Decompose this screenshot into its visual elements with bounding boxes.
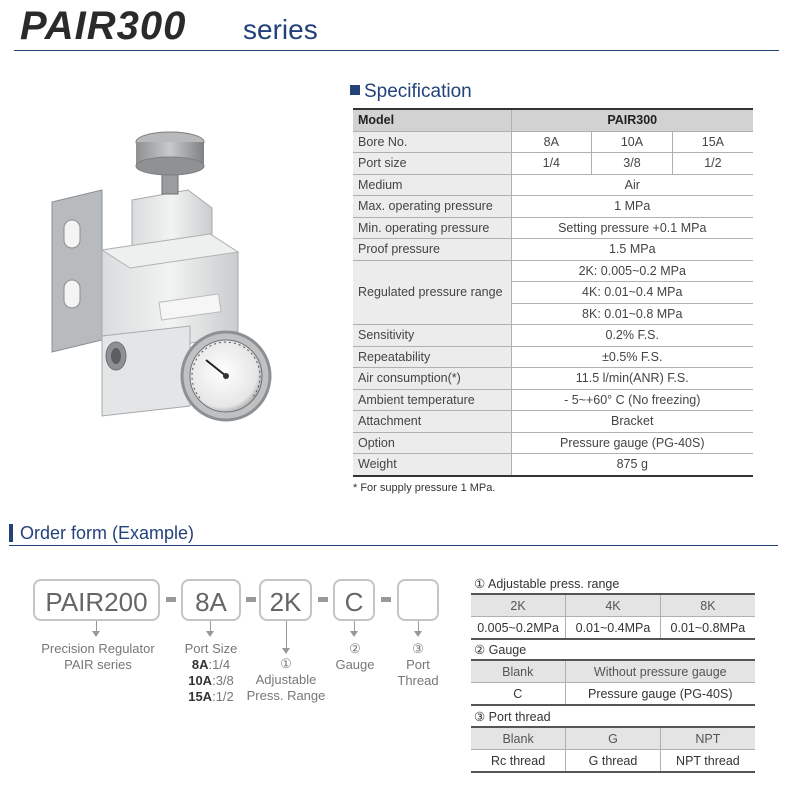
spec-row <box>353 389 753 411</box>
spec-value: 8A <box>511 131 592 153</box>
option-value: Rc thread <box>471 750 566 773</box>
code-box-port: 8A <box>181 579 241 621</box>
caption-model <box>30 641 166 673</box>
caption-line: Adjustable <box>255 672 317 687</box>
order-heading-text: Order form (Example) <box>20 523 195 543</box>
order-divider <box>9 545 778 546</box>
spec-row <box>353 411 753 433</box>
spec-model-label: Model <box>353 109 511 131</box>
heading-bullet <box>350 85 360 95</box>
spec-row <box>353 325 753 347</box>
option-value: Pressure gauge (PG-40S) <box>565 683 755 706</box>
option-value: 0.005~0.2MPa <box>471 617 566 640</box>
option-header: Blank <box>471 727 566 750</box>
option-value: C <box>471 683 565 706</box>
spec-row <box>353 196 753 218</box>
code-dash <box>381 597 391 602</box>
option-header: 8K <box>660 594 755 617</box>
arrow-down-icon <box>354 621 355 632</box>
option-table-thread <box>471 726 755 773</box>
option-value-row <box>471 617 755 640</box>
option-header-row <box>471 660 755 683</box>
spec-value: 3/8 <box>592 153 673 175</box>
spec-value: Pressure gauge (PG-40S) <box>511 432 753 454</box>
spec-value: ±0.5% F.S. <box>511 346 753 368</box>
option-header: Blank <box>471 660 565 683</box>
port-size: :3/8 <box>212 673 234 688</box>
caption-line <box>176 673 246 689</box>
caption-line: ② <box>349 641 361 656</box>
option-header: NPT <box>660 727 755 750</box>
spec-label: Air consumption(*) <box>353 368 511 390</box>
spec-value: 1 MPa <box>511 196 753 218</box>
spec-value: 1/4 <box>511 153 592 175</box>
port-size: :1/2 <box>212 689 234 704</box>
spec-heading-text: Specification <box>364 81 472 102</box>
spec-model-value: PAIR300 <box>511 109 753 131</box>
caption-line: Press. Range <box>246 688 326 703</box>
option-header-row <box>471 727 755 750</box>
spec-row <box>353 368 753 390</box>
spec-row-port <box>353 153 753 175</box>
spec-value: 11.5 l/min(ANR) F.S. <box>511 368 753 390</box>
spec-value: - 5~+60° C (No freezing) <box>511 389 753 411</box>
spec-label: Regulated pressure range <box>353 260 511 325</box>
spec-label: Medium <box>353 174 511 196</box>
spec-value: 0.2% F.S. <box>511 325 753 347</box>
page-subtitle: series <box>243 14 318 45</box>
caption-line: ③ <box>412 641 424 656</box>
port-code: 15A <box>188 689 213 704</box>
spec-label: Proof pressure <box>353 239 511 261</box>
spec-value: 10A <box>592 131 673 153</box>
spec-row <box>353 432 753 454</box>
caption-line: Port <box>406 657 430 672</box>
spec-table <box>353 108 753 477</box>
arrow-down-icon <box>210 621 211 632</box>
spec-value: 1.5 MPa <box>511 239 753 261</box>
option-title-press: ① Adjustable press. range <box>474 577 620 591</box>
arrow-down-icon <box>96 621 97 632</box>
spec-header-row <box>353 109 753 131</box>
spec-label: Min. operating pressure <box>353 217 511 239</box>
option-value: G thread <box>566 750 661 773</box>
spec-value: 875 g <box>511 454 753 476</box>
caption-line <box>176 657 246 673</box>
code-box-press: 2K <box>259 579 312 621</box>
spec-footnote: * For supply pressure 1 MPa. <box>353 482 496 494</box>
title-divider <box>14 50 779 51</box>
spec-label: Attachment <box>353 411 511 433</box>
spec-value: Bracket <box>511 411 753 433</box>
order-heading <box>9 523 194 544</box>
spec-label: Port size <box>353 153 511 175</box>
caption-line: PAIR series <box>64 657 132 672</box>
caption-gauge <box>326 641 384 673</box>
spec-value: 15A <box>672 131 753 153</box>
option-title-gauge: ② Gauge <box>474 643 527 657</box>
option-header: 2K <box>471 594 566 617</box>
page-title: PAIR300 <box>20 4 187 48</box>
code-dash <box>166 597 176 602</box>
spec-label: Weight <box>353 454 511 476</box>
caption-line: Precision Regulator <box>41 641 155 656</box>
spec-value: 1/2 <box>672 153 753 175</box>
spec-label: Sensitivity <box>353 325 511 347</box>
option-value: 0.01~0.8MPa <box>660 617 755 640</box>
code-box-model: PAIR200 <box>33 579 160 621</box>
code-dash <box>318 597 328 602</box>
spec-label: Bore No. <box>353 131 511 153</box>
caption-line: ① <box>280 656 292 671</box>
regulator-product-image <box>40 130 320 450</box>
option-header: Without pressure gauge <box>565 660 755 683</box>
option-value-row <box>471 750 755 773</box>
caption-line <box>176 689 246 705</box>
option-header: G <box>566 727 661 750</box>
option-value-row <box>471 683 755 706</box>
spec-row <box>353 454 753 476</box>
arrow-down-icon <box>418 621 419 632</box>
spec-value: 2K: 0.005~0.2 MPa <box>511 260 753 282</box>
spec-value: Setting pressure +0.1 MPa <box>511 217 753 239</box>
option-table-gauge <box>471 659 755 706</box>
spec-value: Air <box>511 174 753 196</box>
option-header: 4K <box>566 594 661 617</box>
spec-row <box>353 239 753 261</box>
spec-heading <box>350 81 472 103</box>
spec-row-bore <box>353 131 753 153</box>
spec-row <box>353 174 753 196</box>
option-value: 0.01~0.4MPa <box>566 617 661 640</box>
option-table-press <box>471 593 755 640</box>
spec-row-regulated <box>353 260 753 282</box>
caption-thread <box>390 641 446 689</box>
code-dash <box>246 597 256 602</box>
port-size: :1/4 <box>208 657 231 672</box>
spec-label: Ambient temperature <box>353 389 511 411</box>
code-box-gauge: C <box>333 579 375 621</box>
spec-value: 8K: 0.01~0.8 MPa <box>511 303 753 325</box>
arrow-down-icon <box>286 621 287 649</box>
port-code: 8A <box>191 657 209 672</box>
code-box-thread <box>397 579 439 621</box>
caption-line: Port Size <box>184 641 238 656</box>
spec-label: Repeatability <box>353 346 511 368</box>
option-title-thread: ③ Port thread <box>474 710 551 724</box>
caption-port-size <box>176 641 246 705</box>
spec-row <box>353 346 753 368</box>
spec-label: Option <box>353 432 511 454</box>
spec-value: 4K: 0.01~0.4 MPa <box>511 282 753 304</box>
option-value: NPT thread <box>660 750 755 773</box>
caption-line: Gauge <box>335 657 375 672</box>
port-code: 10A <box>188 673 213 688</box>
caption-line: Thread <box>397 673 439 688</box>
spec-label: Max. operating pressure <box>353 196 511 218</box>
spec-row <box>353 217 753 239</box>
caption-press-range <box>244 656 328 704</box>
option-header-row <box>471 594 755 617</box>
heading-bar <box>9 524 13 542</box>
